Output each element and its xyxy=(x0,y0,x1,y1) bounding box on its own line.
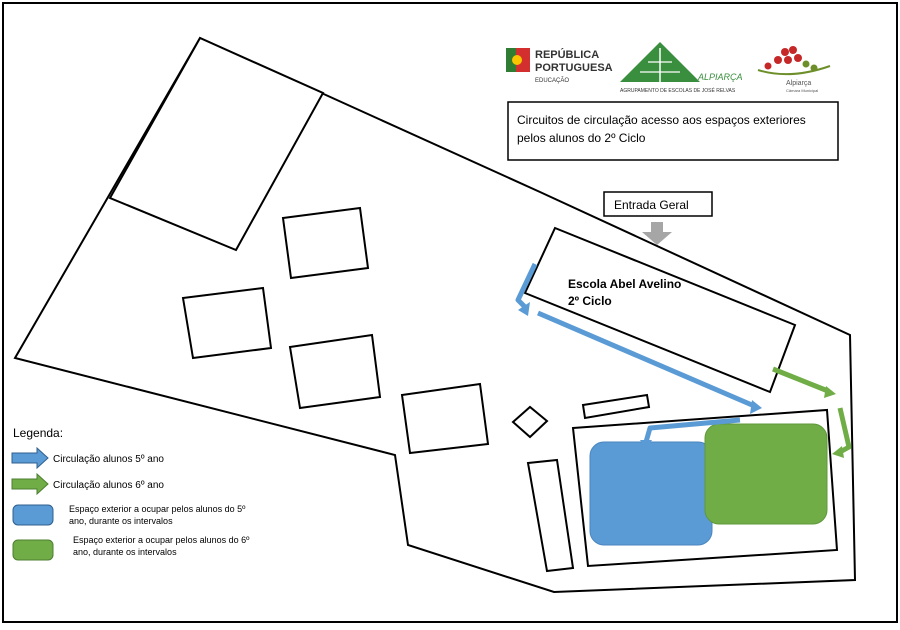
building-strip xyxy=(583,395,649,418)
school-cycle-label: 2º Ciclo xyxy=(568,294,612,308)
legend-swatch-grade5-area xyxy=(13,505,53,525)
legend-swatch-grade6-area xyxy=(13,540,53,560)
legend-label-grade6-area-1: Espaço exterior a ocupar pelos alunos do 6º xyxy=(73,535,250,545)
agrupamento-name: ALPIARÇA xyxy=(698,72,743,82)
agrupamento-subtitle: AGRUPAMENTO DE ESCOLAS DE JOSÉ RELVAS xyxy=(620,88,736,94)
title-line-2: pelos alunos do 2º Ciclo xyxy=(517,131,646,145)
building-block-1 xyxy=(283,208,368,278)
building-block-3 xyxy=(290,335,380,408)
grade6-route-segment-1 xyxy=(773,369,828,391)
republica-line2: PORTUGUESA xyxy=(535,62,613,74)
legend-arrow-grade5-icon xyxy=(12,448,48,468)
area-grade5 xyxy=(590,442,712,545)
legend-label-grade5-area-2: ano, durante os intervalos xyxy=(69,516,173,526)
republica-line1: REPÚBLICA xyxy=(535,49,600,61)
school-name-label: Escola Abel Avelino xyxy=(568,277,682,291)
municipio-name: Alpiarça xyxy=(786,80,812,87)
flag-emblem-icon xyxy=(512,55,522,65)
republica-portuguesa-logo xyxy=(506,48,613,84)
building-block-small-square xyxy=(513,407,547,437)
grade6-route-segment-2 xyxy=(840,408,849,452)
legend-label-grade5-route: Circulação alunos 5º ano xyxy=(53,454,164,465)
republica-line3: EDUCAÇÃO xyxy=(535,78,570,84)
grape-icon xyxy=(781,48,789,56)
legend-title: Legenda: xyxy=(13,426,64,440)
title-line-1: Circuitos de circulação acesso aos espaços exteriores xyxy=(517,113,806,127)
grade5-arrowhead-2 xyxy=(750,400,762,414)
area-grade6 xyxy=(705,424,827,524)
municipio-tagline: Câmara Municipal xyxy=(786,88,819,93)
entrance-label: Entrada Geral xyxy=(614,198,689,212)
legend-label-grade6-route: Circulação alunos 6º ano xyxy=(53,480,164,491)
building-block-2 xyxy=(183,288,271,358)
legend-label-grade5-area-1: Espaço exterior a ocupar pelos alunos do 5º xyxy=(69,504,246,514)
legend xyxy=(12,426,250,560)
agrupamento-logo xyxy=(620,42,743,94)
legend-arrow-grade6-icon xyxy=(12,474,48,494)
grade6-arrowhead-2 xyxy=(832,446,844,458)
building-strip-vertical xyxy=(528,460,573,571)
building-block-4 xyxy=(402,384,488,453)
legend-label-grade6-area-2: ano, durante os intervalos xyxy=(73,547,177,557)
municipio-logo xyxy=(758,46,830,93)
grade6-arrowhead-1 xyxy=(824,386,836,398)
